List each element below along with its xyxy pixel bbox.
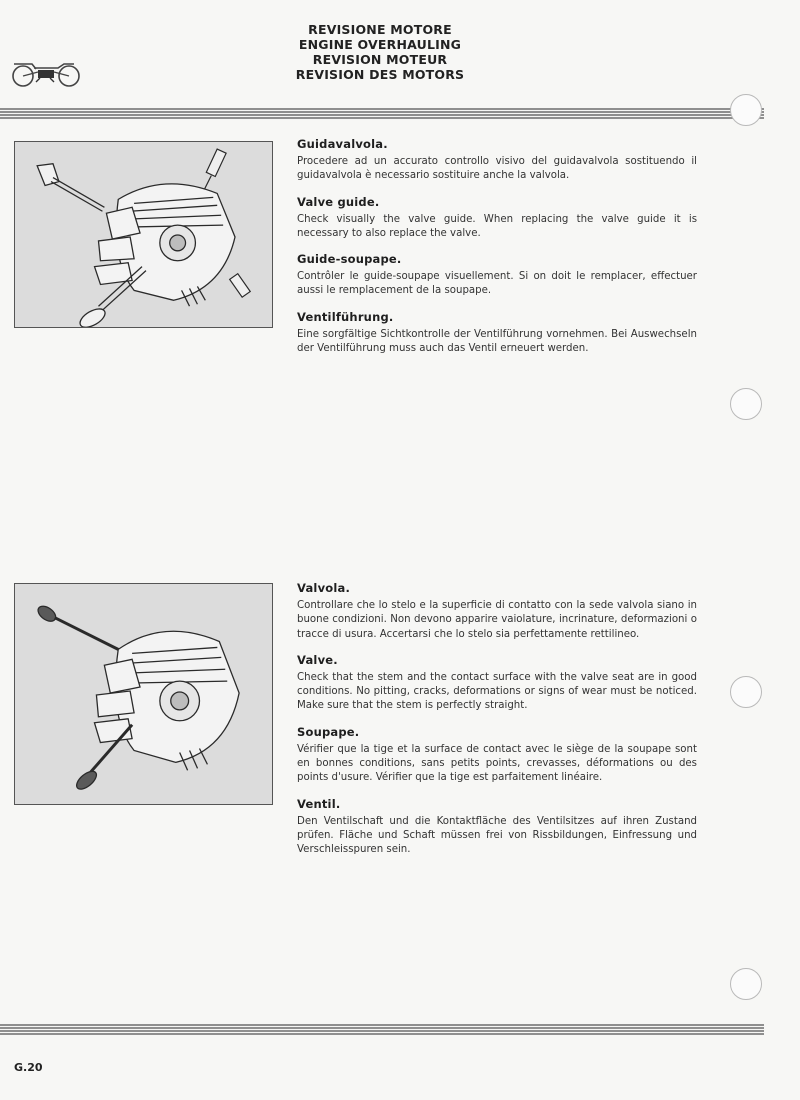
cylinder-head-valve-illustration (14, 583, 273, 805)
section-body: Eine sorgfältige Sichtkontrolle der Ventilführung vornehmen. Bei Auswechseln der Ventilführung muss auch das Ventil erneuert werden. (297, 328, 697, 355)
section-heading: Guide-soupape. (297, 252, 402, 267)
header-title-it: REVISIONE MOTORE (308, 22, 452, 37)
valve-guide-instructions (297, 137, 697, 367)
section-fr (297, 252, 697, 299)
page-header-titles (230, 22, 530, 82)
section-de (297, 310, 697, 357)
header-title-en: ENGINE OVERHAULING (298, 37, 462, 52)
punch-hole-icon (730, 968, 762, 1000)
section-heading: Valve guide. (297, 194, 380, 209)
section-en (297, 195, 697, 242)
section-heading: Ventilführung. (297, 309, 394, 324)
section-fr (297, 725, 697, 786)
header-title-fr: REVISION MOTEUR (312, 52, 448, 67)
section-en (297, 653, 697, 714)
section-body: Controllare che lo stelo e la superficie di contatto con la sede valvola siano in buone condizioni. Non devono apparire vaiolature, incrinature, deformazioni o tracce di usura. Accertarsi che lo stelo sia perfettamente rettilineo. (297, 600, 697, 640)
section-heading: Guidavalvola. (297, 137, 388, 151)
section-body: Vérifier que la tige et la surface de contact avec le siège de la soupape sont en bonnes conditions, sans petits points, crevasses, déformations ou des points d'usure. Vérifier que la tige est parfaitement linéaire. (297, 743, 697, 784)
section-heading: Valve. (297, 652, 338, 667)
section-de (297, 797, 697, 858)
section-body: Contrôler le guide-soupape visuellement. Si on doit le remplacer, effectuer aussi le remplacement de la soupape. (297, 271, 697, 297)
bottom-divider (0, 1024, 764, 1036)
punch-hole-icon (730, 388, 762, 420)
section-heading: Soupape. (297, 724, 360, 739)
section-it (297, 581, 697, 642)
section-body: Procedere ad un accurato controllo visivo del guidavalvola sostituendo il guidavalvola è necessario sostituire anche la valvola. (297, 156, 697, 182)
section-body: Check that the stem and the contact surface with the valve seat are in good conditions. No pitting, cracks, deformations or signs of wear must be noticed. Make sure that the stem is perfectly straight. (297, 671, 697, 712)
punch-hole-icon (730, 94, 762, 126)
valve-instructions (297, 581, 697, 869)
punch-hole-icon (730, 676, 762, 708)
page-number: G.20 (14, 1061, 43, 1074)
section-heading: Valvola. (297, 581, 351, 595)
section-body: Check visually the valve guide. When replacing the valve guide it is necessary to also replace the valve. (297, 213, 697, 239)
cylinder-head-valve-guide-illustration (14, 141, 273, 328)
section-it (297, 137, 697, 184)
top-divider (0, 108, 764, 120)
section-heading: Ventil. (297, 796, 341, 811)
section-body: Den Ventilschaft und die Kontaktfläche des Ventilsitzes auf ihren Zustand prüfen. Fläche und Schaft müssen frei von Rissbildungen, Einfressung und Verschleisspuren sein. (297, 815, 697, 856)
motorcycle-icon (10, 56, 82, 90)
header-title-de: REVISION DES MOTORS (295, 67, 465, 82)
